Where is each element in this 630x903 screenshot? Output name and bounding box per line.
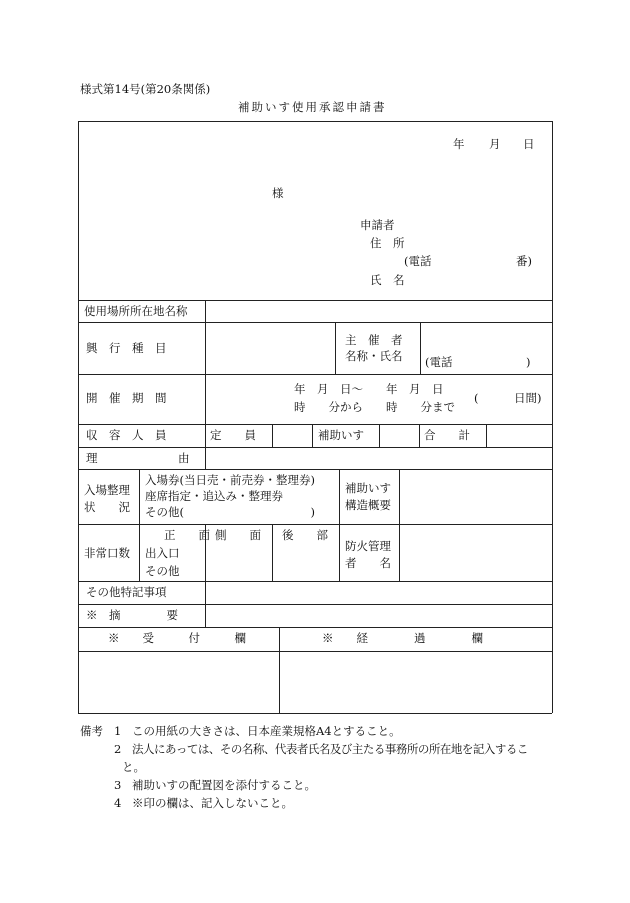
capacity-label: 収 容 人 員 — [86, 428, 167, 442]
note-2-line-2: と。 — [122, 760, 145, 774]
period-label: 開 催 期 間 — [86, 391, 167, 405]
date-year: 年 — [453, 137, 465, 151]
date-day: 日 — [523, 137, 535, 151]
reason-label: 理 由 — [86, 451, 190, 465]
emergency-exit-label: 非常口数 — [84, 546, 130, 560]
note-3: 補助いすの配置図を添付すること。 — [132, 778, 316, 792]
note-4: ※印の欄は、記入しないこと。 — [132, 796, 293, 810]
organizer-label-1: 主 催 者 — [345, 333, 403, 347]
exit-rear-label: 後 部 — [282, 528, 328, 542]
aux-structure-label-2: 構造概要 — [345, 498, 391, 512]
reception-column-label: ※ 受 付 欄 — [108, 631, 246, 645]
location-label: 使用場所所在地名称 — [84, 304, 188, 318]
entry-status-label-1: 入場整理 — [84, 483, 130, 497]
fire-manager-label-2: 者 名 — [345, 556, 391, 570]
form-number: 様式第14号(第20条関係) — [80, 82, 211, 96]
exit-entrance-label: 出入口 — [145, 546, 180, 560]
other-notes-label: その他特記事項 — [86, 585, 167, 599]
capacity-fixed-label: 定 員 — [210, 428, 256, 442]
note-2-line-1: 法人にあっては、その名称、代表者氏名及び主たる事務所の所在地を記入するこ — [132, 742, 528, 756]
note-2-number: 2 — [114, 742, 122, 756]
summary-label: ※ 摘 要 — [86, 608, 178, 622]
fire-manager-label-1: 防火管理 — [345, 539, 391, 553]
organizer-label-2: 名称・氏名 — [345, 349, 403, 363]
exit-front-label: 正 面 — [164, 528, 210, 542]
entry-option-seating: 座席指定・追込み・整理券 — [145, 489, 283, 503]
period-days-open: ( — [474, 391, 479, 405]
period-days-close: 日間) — [514, 391, 542, 405]
aux-structure-label-1: 補助いす — [345, 481, 391, 495]
organizer-phone-open: (電話 — [425, 355, 453, 369]
capacity-total-label: 合 計 — [424, 428, 470, 442]
address-label: 住 所 — [370, 236, 405, 250]
capacity-aux-label: 補助いす — [318, 428, 364, 442]
entry-option-other: その他( ) — [145, 505, 315, 519]
addressee-label: 様 — [272, 186, 284, 200]
entry-option-ticket: 入場券(当日売・前売券・整理券) — [145, 473, 315, 487]
applicant-label: 申請者 — [360, 218, 395, 232]
note-4-number: 4 — [114, 796, 122, 810]
entry-status-label-2: 状 況 — [84, 500, 130, 514]
remarks-heading: 備考 — [80, 724, 103, 738]
note-1: この用紙の大きさは、日本産業規格A4とすること。 — [132, 724, 401, 738]
period-times: 時 分から 時 分まで — [294, 400, 455, 414]
period-dates: 年 月 日～ 年 月 日 — [294, 382, 444, 396]
note-3-number: 3 — [114, 778, 122, 792]
exit-side-label: 側 面 — [215, 528, 261, 542]
organizer-phone-close: ) — [526, 355, 531, 369]
progress-column-label: ※ 経 過 欄 — [322, 631, 483, 645]
event-type-label: 興 行 種 目 — [86, 341, 167, 355]
exit-other-label: その他 — [145, 564, 180, 578]
name-label: 氏 名 — [370, 273, 405, 287]
phone-close: 番) — [516, 254, 532, 268]
form-title: 補助いす使用承認申請書 — [238, 100, 387, 114]
note-1-number: 1 — [114, 724, 122, 738]
phone-open: (電話 — [404, 254, 432, 268]
date-month: 月 — [489, 137, 501, 151]
